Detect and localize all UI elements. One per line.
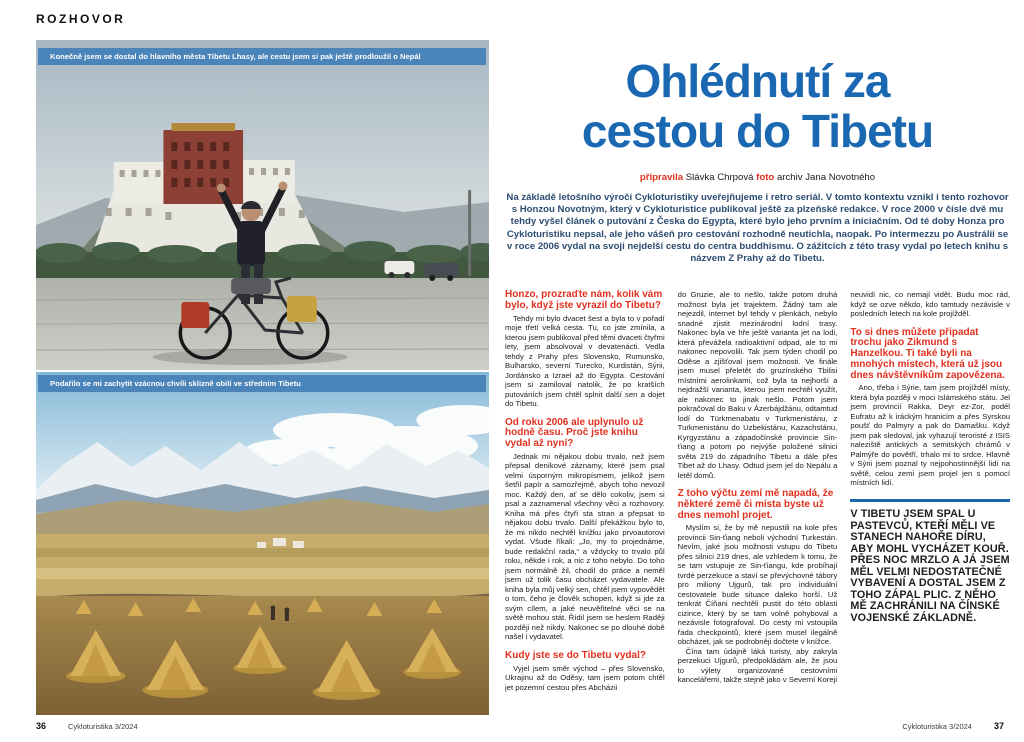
byline-photographer: archiv Jana Novotného [776, 172, 876, 183]
photo-caption-top: Konečně jsem se dostal do hlavního města Tibetu Lhasy, ale cestu jsem si pak ještě prodloužil o Nepál [38, 48, 486, 65]
question-heading-3: Kudy jste se do Tibetu vydal? [505, 649, 646, 661]
page-number-right: 37 [993, 721, 1004, 731]
answer-paragraph: Jednak mi nějakou dobu trvalo, než jsem přepsal deníkové záznamy, které jsem psal velmi úsporným mikropísmem, jelikož jsem šetřil papír a samozřejmě, abych toho nevozil moc. Každý den, ať se dělo cokoliv, jsem si psal a zaznamenal všechny věci a rozhovory. Kniha má přes čtyři sta stran a přepsat to nějakou dobu trvalo. Další překážkou bylo to, že mi nikdo nechtěl knížku jako prvoautorovi vydat. Všude říkali: „Jo, my to projednáme, bude redakční rada,“ a vždycky to trvalo půl roku, někde i rok, a nic z toho nebylo. Do toho jsem normálně žil, chodil do práce a neměl jsem už tolik času obcházet vydavatele. Ale kniha byla můj velký sen, chtěl jsem vypovědět o tom, čeho je člověk schopen, když si jde za svým cílem, a jaké neuvěřitelné věci se na světě mohou stát. Řídil jsem se heslem Raději později než nikdy. Nakonec se po dlouhé době našel i vydavatel. [505, 451, 665, 642]
answer-paragraph: Ano, třeba i Sýrie, tam jsem projížděl místy, která byla později v moci Islámského státu. Jel jsem provincií Rakka, Deyr ez-Zor, podél Eufratu až k iráckým hranicím a přes Syrskou poušť do Palmyry a pak do Damašku. Když jsem pak sledoval, jak vyhazují teroristé z ISIS naleziště antických a semitských chrámů v Palmýře do povětří, trhalo mi to srdce. Hlavně v Sýrii jsem poznal ty nejpohostinnější lidi na světě, celou zemi jsem projel jen s pomocí místních lidí. [850, 383, 1010, 488]
article-columns [505, 290, 1010, 720]
article-column-1 [505, 290, 665, 720]
lamp-post [468, 190, 471, 276]
pull-quote-text: V TIBETU JSEM SPAL U PASTEVCŮ, KTEŘÍ MĚLI VE STANECH NAHOŘE DÍRU, ABY MOHL VYCHÁZET KOUŘ. PŘES NOC MRZLO A JÁ JSEM MĚL VELMI NEDOSTATEČNÉ VYBAVENÍ A DOSTAL JSEM Z TOHO ZÁPAL PLIC. Z NĚHO MĚ ZACHRÁNILI NA ČÍNSKÉ VOJENSKÉ ZÁKLADNĚ. [850, 508, 1010, 624]
byline-author: Slávka Chrpová [685, 172, 754, 183]
harvest-photo-illustration [36, 372, 489, 715]
terraced-fields [36, 534, 489, 598]
byline-label-prepared-by: připravila [639, 172, 684, 183]
magazine-issue: Cykloturistika 3/2024 [902, 722, 972, 731]
lhasa-photo-illustration [36, 40, 489, 370]
pull-quote-rule [850, 499, 1010, 503]
photo-caption-bottom: Podařilo se mi zachytit vzácnou chvíli sklizně obilí ve středním Tibetu [38, 375, 486, 392]
article-title [505, 56, 1010, 156]
answer-paragraph-continued: do Gruzie, ale to nešlo, takže potom druhá možnost byla jet trajektem. Žádný tam ale nejezdil, internet byl tehdy v plenkách, nebylo snadné zjistit mezinárodní lodní trasy. Nakonec byla ve hře ještě varianta jet na lodi, která převážela radioaktivní odpad, ale to mi nakonec nepovolili. Tak jsem týden chodil po Oděse a zjišťoval jsem možnosti. Ve finále jsem musel přeletět do gruzínského Tbilisi místními aerolinkami, což byla ta nejhorší a nejdražší varianta, kterou jsem nechtěl využít, ale nakonec to jinak nešlo. Potom jsem pokračoval do Baku v Ázerbájdžánu, odtamtud lodí do Türkmenabatu v Turkmenistánu, z Turkmenistánu do Uzbekistánu, Kazachstánu, Kyrgyzstánu a západočínské provincie Sin-ťiang a potom po nejvýše položené silnici světa 219 do západního Tibetu a dále přes Tibet až do Lhasy. Odtud jsem jel do Nepálu a letěl domů. [677, 290, 838, 480]
article-intro: Na základě letošního výročí Cykloturistiky uveřejňujeme i retro seriál. V tomto kontextu vznikl i tento rozhovor s Honzou Novotným, který v Cykloturistice publikoval ještě za plzeňské redakce. V roce 2000 v čísle dvě mu tehdy vyšel článek o putování z Česka do Egypta, které bylo jeho prvním a iniciačním. Od té doby Honza pro Cykloturistiku nepsal, ale jeho vášeň pro cestování rozhodně neutichla, naopak. Po intermezzu po Austrálii se v roce 2006 vydal na svoji nejdelší cestu do centra buddhismu. O zážitcích z této trasy vydal po letech knihu s názvem Z Prahy až do Tibetu. [506, 192, 1009, 265]
answer-paragraph: Vyjel jsem směr východ – přes Slovensko, Ukrajinu až do Oděsy, tam jsem potom chtěl jet pozemní cestou přes Abcházii [505, 663, 665, 692]
magazine-issue: Cykloturistika 3/2024 [68, 722, 138, 731]
byline [505, 172, 1010, 183]
photo-lhasa-cyclist [36, 40, 489, 370]
question-heading-4: Z toho výčtu zemí mě napadá, že některé země či místa byste už dnes nemohl projet. [677, 488, 834, 521]
question-heading-5: To si dnes můžete připadat trochu jako Zikmund s Hanzelkou. Ti také byli na mnohých místech, která už jsou dnes návštěvníkům zapovězena. [850, 326, 1005, 381]
answer-paragraph: Myslím si, že by mě nepustili na kole přes provincii Sin-ťiang neboli východní Turkestán. Nevím, jaké jsou možnosti vstupu do Tibetu přes silnici 219 dnes, ale vzhledem k tomu, že se tam vstupuje ze Sin-ťiangu, kde probíhají tvrdé perzekuce a staví se převýchovné tábory pro miliony Ujgurů, tak pro individuální cestovatele bude situace daleko horší. Už tenkrát Číňani nechtěli pustit do této oblasti cizince, který by se tam volně pohyboval a nezávisle fotografoval. Do cesty mi vstoupila řada checkpointů, které jsem musel ilegálně obcházet, jak se podrobněji dočtete v knížce. [677, 523, 838, 647]
left-page-footer [36, 721, 138, 731]
byline-label-photo: foto [756, 172, 775, 183]
article-column-3 [850, 290, 1010, 720]
answer-paragraph: Tehdy mi bylo dvacet šest a byla to v pořadí moje třetí velká cesta. Tu, co jste zmínila, a kterou jsem publikoval před těmi dvaceti čtyřmi lety, jsem absolvoval v devatenácti. Vedla tehdy z Prahy přes Slovensko, Rumunsko, Bulharsko, severní Turecko, Kurdistán, Sýrii, Jordánsko a Izrael až do Egypta. Cestování jsem si zamiloval natolik, že po kratších putováních jsem chtěl splnit další sen a dojet do Tibetu. [505, 313, 665, 409]
answer-paragraph-continued: neuvidí nic, co nemají vidět. Budu moc rád, když se ozve někdo, kdo tamtudy nezávisle v posledních letech na kole projížděl. [850, 290, 1010, 318]
right-page [505, 0, 1010, 742]
right-page-footer [902, 721, 1004, 731]
pull-quote [850, 499, 1010, 625]
question-heading-1: Honzo, prozraďte nám, kolik vám bylo, když jste vyrazil do Tibetu? [505, 290, 663, 311]
title-line-1: Ohlédnutí za [625, 55, 890, 107]
photo-tibet-harvest [36, 372, 489, 715]
article-column-2 [678, 290, 838, 720]
page-number-left: 36 [36, 721, 47, 731]
title-line-2: cestou do Tibetu [581, 105, 934, 157]
answer-paragraph: Čína tam údajně láká turisty, aby zakryla perzekuci Ujgurů, předpokládám ale, že jsou to výlety organizované cestovními kancelářemi, takže stejně jako v Severní Koreji [677, 646, 838, 685]
question-heading-2: Od roku 2006 ale uplynulo už hodně času. Proč jste knihu vydal až nyní? [505, 416, 644, 450]
section-kicker: ROZHOVOR [36, 12, 126, 26]
